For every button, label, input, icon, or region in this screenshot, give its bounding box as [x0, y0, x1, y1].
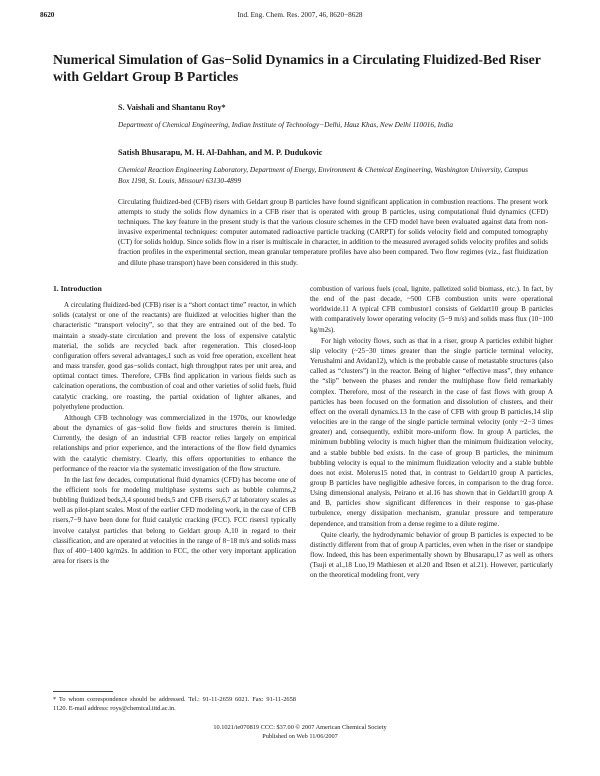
paragraph: Although CFB technology was commercialized in the 1970s, our knowledge about the dynamics of gas−solid flow fields and structures therein is limited. Currently, the design of an industrial CFB reactor relies largely on empirical relationships and prior experience, and the interactions of the flow field dynamics with the catalytic chemistry. Clearly, this offers opportunities to enhance the performance of the reactor via the systematic investigation of the flow structure. — [53, 413, 296, 473]
correspondence-footnote: * To whom correspondence should be addressed. Tel.: 91-11-2659 6021. Fax: 91-11-2658 1120. E-mail address: roys@chemical.iitd.ac.in. — [53, 696, 296, 712]
paragraph: combustion of various fuels (coal, lignite, palletized solid biomass, etc.). In fact, by the end of the past decade, ~500 CFB combustion units were operational worldwide.11 A typical CFB combustor1 consists of Geldart10 group B particles with comparatively lower operating velocity (5−9 m/s) and solids mass flux (10−100 kg/m2s). — [310, 285, 553, 334]
paragraph: A circulating fluidized-bed (CFB) riser is a “short contact time” reactor, in which solids (catalyst or one of the reactants) are fluidized at velocities higher than the characteristic “transport velocity”, so that they are entrained out of the bed. To maintain a steady-state circulation and prevent the loss of expensive catalytic material, the solids are recycled back after regeneration. This closed-loop configuration offers several advantages,1 such as void free operation, excellent heat and mass transfer, good gas−solids contact, high throughput rates per unit area, and optimal contact times. Therefore, CFBs find application in various fields such as calcination operations, the combustion of coal and other varieties of solid fuels, fluid catalytic cracking, ore roasting, the partial oxidation of lighter alkanes, and polyethylene production. — [53, 301, 296, 411]
section-heading: 1. Introduction — [53, 284, 102, 293]
abstract: Circulating fluidized-bed (CFB) risers with Geldart group B particles have found significant application in combustion reactions. The present work attempts to study the solids flow dynamics in a CFB riser that is operated with group B particles, using computational fluid dynamics (CFD) techniques. The key feature in the present study is that the various closure schemes in the CFD model have been evaluated against data from non-invasive experimental techniques: computer automated radioactive particle tracking (CARPT) for solids velocity field and computed tomography (CT) for solids holdup. Since solids flow in a riser is multiscale in character, in addition to the measured averaged solids velocity profiles and solids fraction profiles in the experimental section, mean granular temperature profiles have also been compared. Two flow regimes (viz., fast fluidization and dilute phase transport) have been considered in this study. — [118, 198, 548, 267]
doi-copyright-line: 10.1021/ie070819 CCC: $37.00 © 2007 American Chemical Society — [213, 724, 387, 731]
author-list-1: S. Vaishali and Shantanu Roy* — [118, 103, 226, 112]
publication-date-line: Published on Web 11/06/2007 — [262, 732, 338, 740]
author-list-2: Satish Bhusarapu, M. H. Al-Dahhan, and M. P. Dudukovic — [118, 148, 323, 157]
article-title: Numerical Simulation of Gas−Solid Dynamics in a Circulating Fluidized-Bed Riser with Geldart Group B Particles — [53, 52, 541, 84]
footnote-rule — [53, 691, 113, 692]
paragraph: In the last few decades, computational fluid dynamics (CFD) has become one of the efficient tools for modeling multiphase systems such as bubble columns,2 bubbling fluidized beds,3,4 spouted beds,5 and CFB risers,6,7 at laboratory scales as well as pilot-plant scales. Most of the earlier CFD modeling work, in the case of CFB risers,7−9 have been done for fluid catalytic cracking (FCC). FCC risers1 typically involve catalyst particles that belong to Geldart group A,10 in regard to their classification, and are operated at velocities in the range of 8−18 m/s and solids mass flux of 400−1400 kg/m2s. In addition to FCC, the other very important application area for risers is the — [53, 475, 296, 566]
journal-citation: Ind. Eng. Chem. Res. 2007, 46, 8620−8628 — [237, 11, 363, 19]
paragraph: Quite clearly, the hydrodynamic behavior of group B particles is expected to be distinctly different from that of group A particles, even when in the riser or standpipe flow. Indeed, this has been experimentally shown by Bhusarapu,17 as well as others (Tsuji et al.,18 Luo,19 Mathiesen et al.20 and Ibsen et al.21). However, particularly on the theoretical modeling front, very — [310, 530, 553, 580]
left-column — [53, 284, 296, 566]
right-column — [310, 284, 553, 581]
page-number: 8620 — [40, 11, 55, 19]
page-footer — [0, 724, 600, 741]
paragraph: For high velocity flows, such as that in a riser, group A particles exhibit higher slip velocity (~25−30 times greater than the single particle terminal velocity, Yerushalmi and Avidan12), which is the probable cause of metastable structures (also called as “clusters”) in the reactor. Being of higher “effective mass”, they enhance the “slip” between the phases and render the multiphase flow field remarkably complex. Therefore, most of the research in the case of fast flows with group A particles has been focused on the formation and dissolution of clusters, and their effect on the overall dynamics.13 In the case of CFB with group B particles,14 slip velocities are in the range of the single particle terminal velocity (only ~2−3 times greater) and, consequently, exhibit more-uniform flow. In group A particles, the minimum bubbling velocity is much higher than the minimum fluidization velocity, and a stable bubble bed exists. In the case of group B particles, the minimum bubbling velocity is equal to the minimum fluidization velocity and a stable bubble does not exist. Molerus15 noted that, in contrast to Geldart10 group A particles, group B particles have negligible adhesive forces, in comparison to the drag force. Using dimensional analysis, Peirano et al.16 has shown that in Geldart10 group A and B, particles show significant differences in their response to gas-phase turbulence, energy dissipation mechanism, granular pressure and temperature dependence, and transition from a dense regime to a dilute regime. — [310, 336, 553, 528]
affiliation-2: Chemical Reaction Engineering Laboratory, Department of Energy, Environment & Chemical Engineering, Washington University, Campus Box 1198, St. Louis, Missouri 63130-4899 — [118, 165, 528, 185]
affiliation-1: Department of Chemical Engineering, Indian Institute of Technology−Delhi, Hauz Khas, New Delhi 110016, India — [118, 120, 454, 129]
